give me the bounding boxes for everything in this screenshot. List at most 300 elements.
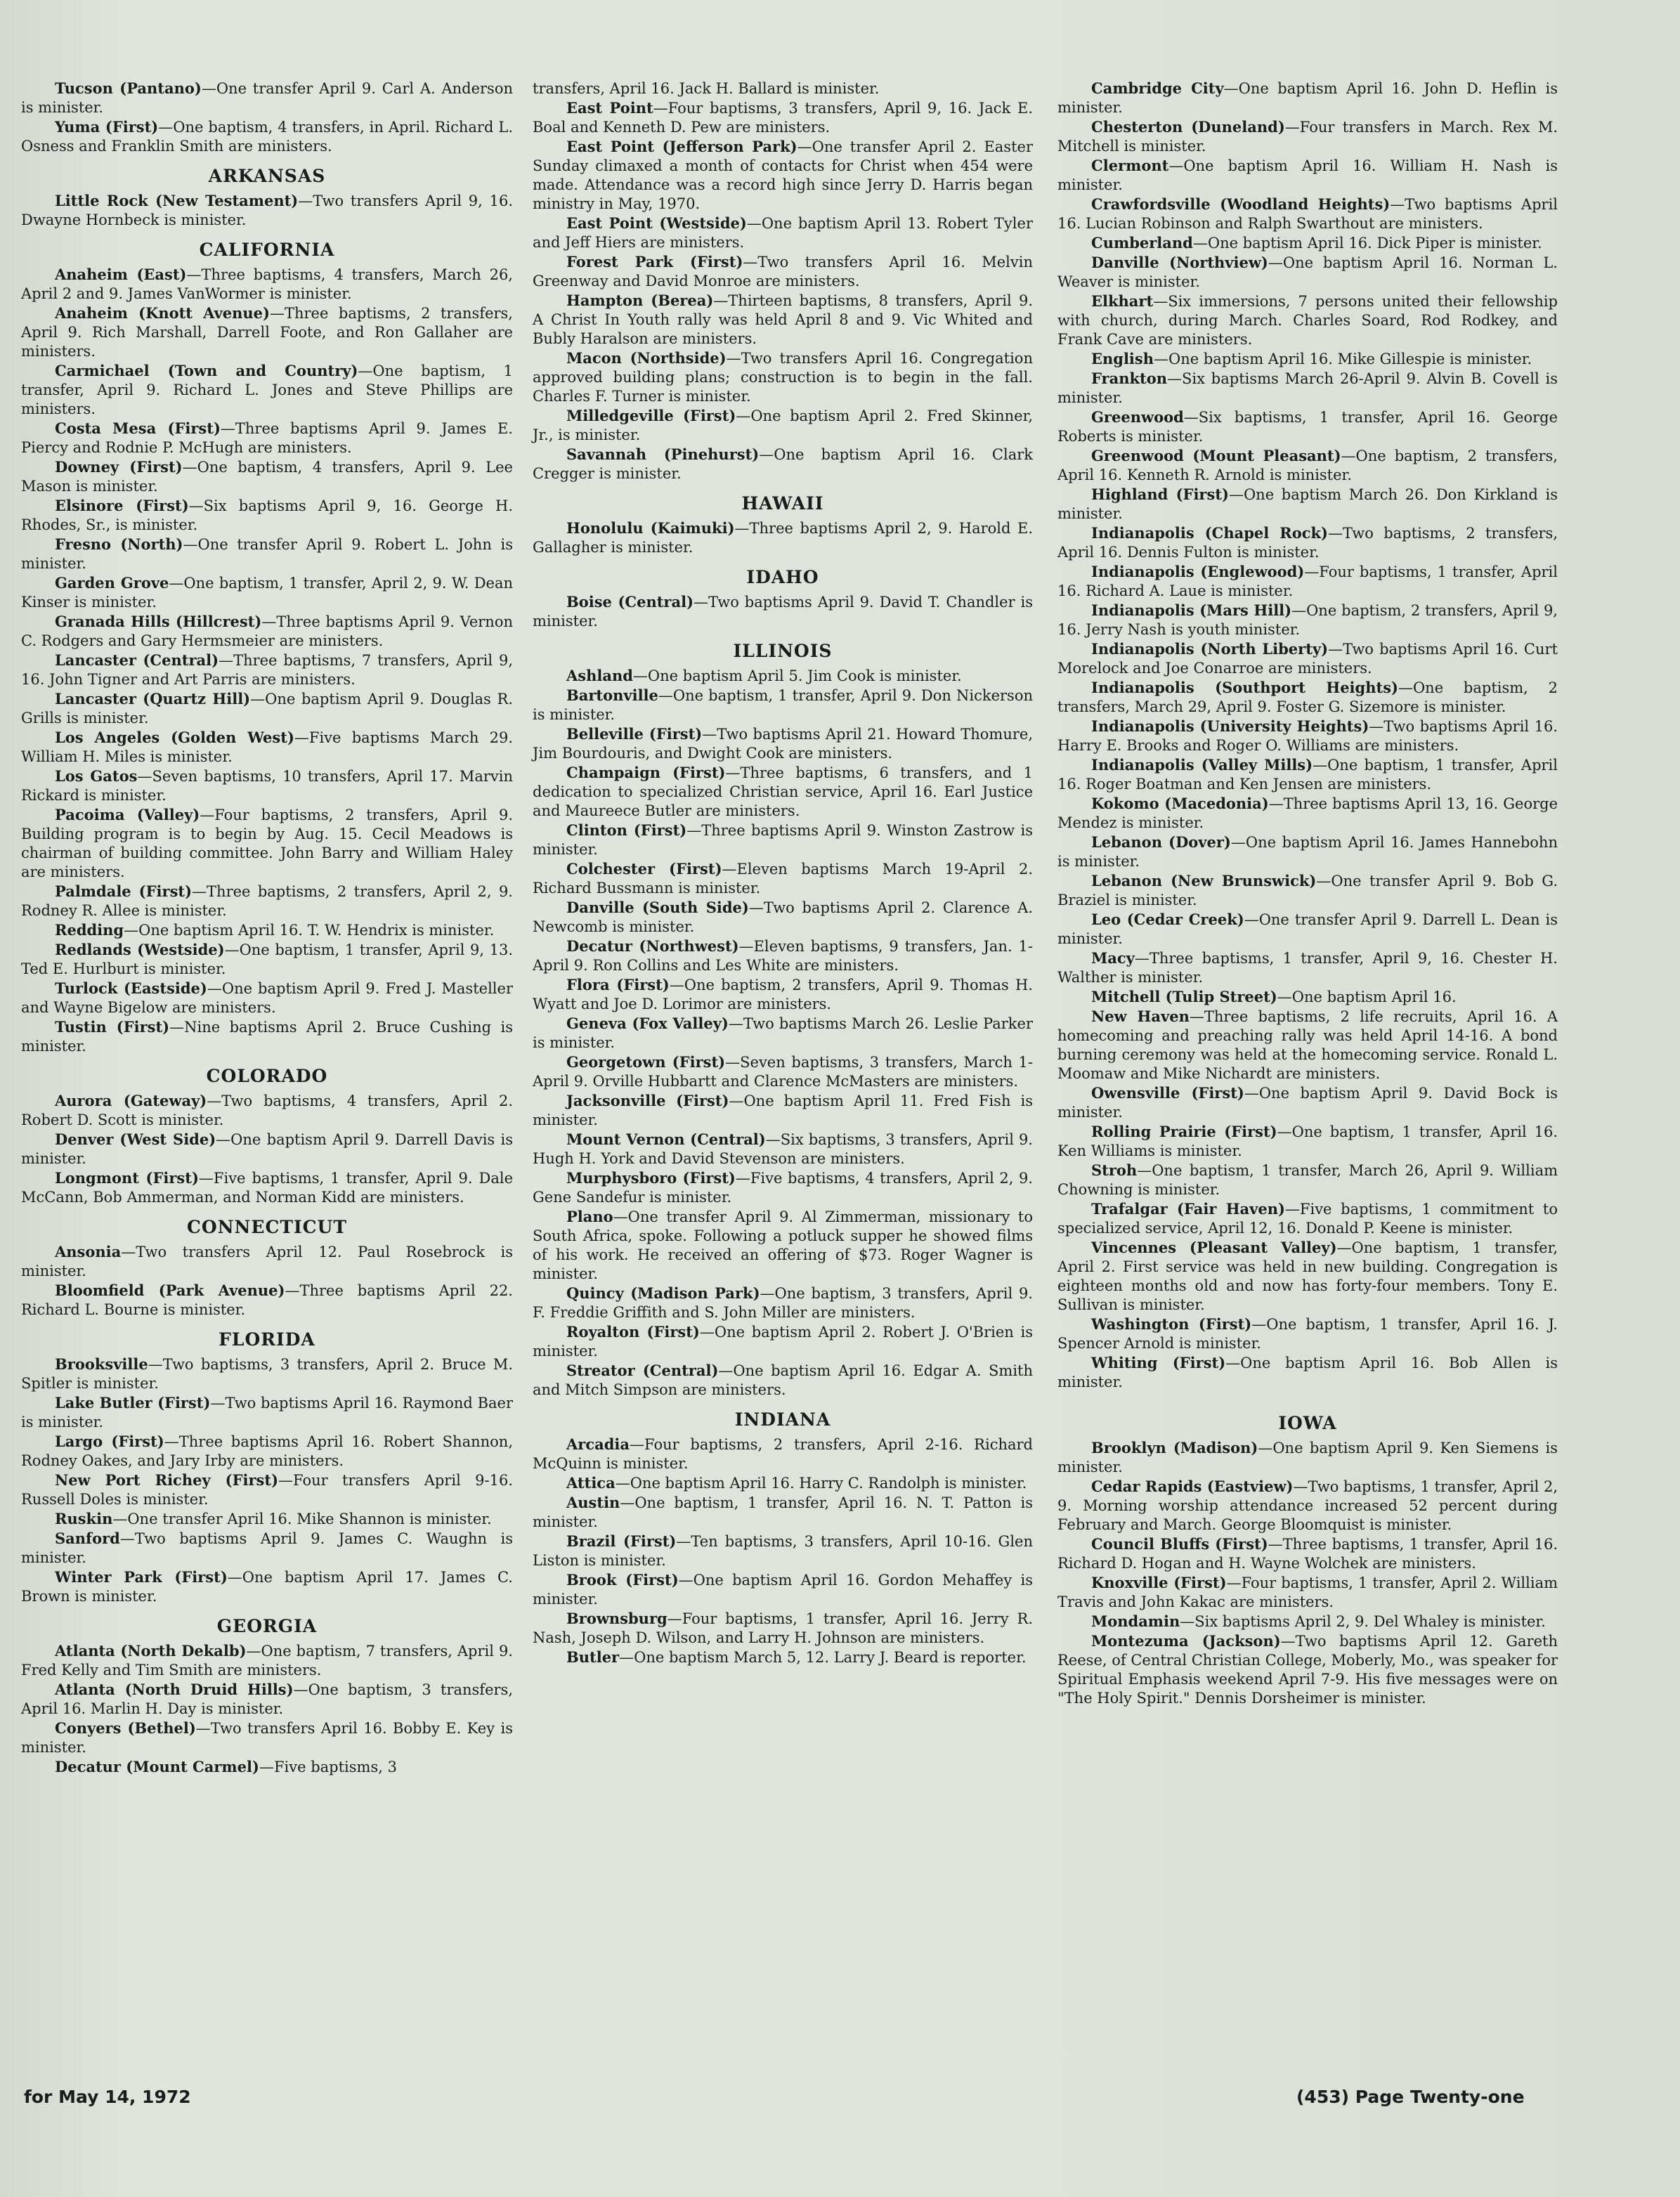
report-text: —One baptism, 1 transfer, April 16. N. T. Patton is minister. [533, 1494, 1033, 1530]
church-report [21, 457, 513, 496]
report-text: —One baptism April 16. William H. Nash is minister. [1057, 157, 1558, 193]
report-text: —One baptism, 2 transfers, April 16. Kenneth R. Arnold is minister. [1057, 448, 1558, 483]
church-report [21, 882, 513, 920]
report-text: —One baptism, 1 transfer, April 16. Ken Williams is minister. [1057, 1123, 1558, 1159]
church-name: Mount Vernon (Central) [566, 1130, 766, 1148]
church-report [533, 1052, 1033, 1091]
church-report [1057, 987, 1558, 1007]
church-report [533, 98, 1033, 137]
report-text: —One baptism April 13. Robert Tyler and Jeff Hiers are ministers. [533, 215, 1033, 251]
report-text: —Three baptisms, 2 life recruits, April 16. A homecoming and preaching rally was held April 14-16. A bond burning ceremony was held at the homecoming service. Ronald L. Moomaw and Mike Nichardt are ministers. [1057, 1008, 1558, 1082]
column-3 [1057, 79, 1558, 1708]
report-text: —One baptism March 26. Don Kirkland is minister. [1057, 486, 1558, 522]
report-text: —One baptism April 16. Dick Piper is minister. [1192, 235, 1542, 252]
report-text: —Four baptisms, 1 transfer, April 2. William Travis and John Kakac are ministers. [1057, 1575, 1558, 1610]
report-text: —One baptism, 1 transfer, April 9. Richard L. Jones and Steve Phillips are ministers. [21, 363, 513, 417]
state-heading: COLORADO [206, 1066, 328, 1086]
church-name: Downey (First) [55, 458, 183, 476]
report-text: —Four baptisms, 2 transfers, April 2-16. Richard McQuinn is minister. [533, 1436, 1033, 1472]
report-text: —Two baptisms April 16. Harry E. Brooks and Roger O. Williams are ministers. [1057, 718, 1558, 754]
church-name: Lebanon (Dover) [1091, 833, 1231, 851]
church-name: Austin [566, 1494, 620, 1511]
report-text: —Five baptisms, 3 [259, 1759, 397, 1775]
church-report [533, 1609, 1033, 1648]
church-report [1057, 523, 1558, 562]
report-text: —One baptism April 9. Douglas R. Grills is minister. [21, 691, 513, 726]
footer-page-number: (453) Page Twenty-one [1296, 2087, 1525, 2107]
church-report [21, 1432, 513, 1471]
church-report [533, 1648, 1033, 1667]
church-report [533, 214, 1033, 252]
church-name: Mondamin [1091, 1612, 1180, 1630]
church-report [1057, 253, 1558, 292]
church-name: Anaheim (Knott Avenue) [55, 304, 270, 322]
church-name: Indianapolis (Southport Heights) [1091, 679, 1398, 696]
church-name: Jacksonville (First) [566, 1092, 729, 1109]
report-text: —One baptism March 5, 12. Larry J. Beard is reporter. [619, 1649, 1027, 1666]
church-name: Kokomo (Macedonia) [1091, 795, 1269, 812]
church-name: Cambridge City [1091, 79, 1224, 97]
church-name: Belleville (First) [566, 725, 703, 743]
church-name: Savannah (Pinehurst) [566, 445, 760, 463]
church-name: Hampton (Berea) [566, 292, 714, 309]
church-name: Indianapolis (University Heights) [1091, 717, 1369, 735]
church-name: Leo (Cedar Creek) [1091, 911, 1244, 928]
report-text: —Three baptisms April 9. Winston Zastrow is minister. [533, 822, 1033, 858]
report-text: —Two baptisms April 16. Curt Morelock and Joe Conarroe are ministers. [1057, 641, 1558, 677]
church-name: New Port Richey (First) [55, 1471, 279, 1489]
church-report [533, 1014, 1033, 1052]
report-text: —One baptism, 7 transfers, April 9. Fred Kelly and Tim Smith are ministers. [21, 1643, 513, 1678]
church-report [533, 1435, 1033, 1473]
report-text: —Three baptisms, 2 transfers, April 2, 9. Rodney R. Allee is minister. [21, 883, 513, 919]
report-text: —One transfer April 9. Darrell L. Dean is minister. [1057, 911, 1558, 947]
church-name: Milledgeville (First) [566, 407, 736, 424]
church-report [21, 117, 513, 156]
church-report [1057, 601, 1558, 639]
church-name: Brooklyn (Madison) [1091, 1439, 1258, 1456]
church-report [1057, 369, 1558, 408]
church-name: Winter Park (First) [55, 1568, 228, 1586]
report-text: —Two baptisms April 21. Howard Thomure, Jim Bourdouris, and Dwight Cook are ministers. [533, 726, 1033, 762]
report-text: —Two baptisms April 9. David T. Chandler is minister. [533, 594, 1033, 630]
church-name: Geneva (Fox Valley) [566, 1015, 729, 1032]
church-report [1057, 1007, 1558, 1083]
church-report [533, 763, 1033, 821]
church-name: New Haven [1091, 1008, 1190, 1025]
church-name: Redding [55, 921, 124, 939]
report-text: —One transfer April 9. Al Zimmerman, missionary to South Africa, spoke. Following a potluck supper he showed films of his work. He received an offering of $73. Roger Wagner is minister. [533, 1208, 1033, 1282]
church-name: Pacoima (Valley) [55, 806, 200, 823]
report-text: —One baptism April 16. Bob Allen is minister. [1057, 1355, 1558, 1390]
church-name: Knoxville (First) [1091, 1574, 1227, 1591]
church-report [1057, 79, 1558, 117]
report-text: —Two baptisms April 16. Raymond Baer is minister. [21, 1395, 513, 1430]
church-report [533, 937, 1033, 975]
state-heading: HAWAII [741, 493, 824, 514]
church-report [533, 975, 1033, 1014]
church-report [533, 445, 1033, 483]
church-name: Whiting (First) [1091, 1354, 1226, 1371]
church-report [21, 1393, 513, 1432]
church-name: Turlock (Eastside) [55, 979, 207, 997]
church-report [21, 1281, 513, 1319]
church-name: Quincy (Madison Park) [566, 1284, 760, 1302]
report-text: —One baptism April 5. Jim Cook is minister. [632, 667, 962, 684]
report-text: —Three baptisms, 6 transfers, and 1 dedication to specialized Christian service, April 16. Earl Justice and Maureece Butler are ministers. [533, 764, 1033, 819]
church-name: Bartonville [566, 686, 658, 704]
church-report [1057, 639, 1558, 678]
church-report [1057, 871, 1558, 910]
report-text: —One baptism, 3 transfers, April 9. F. Freddie Griffith and S. John Miller are ministers. [533, 1285, 1033, 1321]
church-name: Arcadia [566, 1435, 630, 1453]
church-report [1057, 1199, 1558, 1238]
church-name: Council Bluffs (First) [1091, 1535, 1268, 1553]
church-name: Brooksville [55, 1355, 148, 1373]
church-report [21, 1567, 513, 1606]
church-report [1057, 1315, 1558, 1353]
church-name: Macon (Northside) [566, 349, 727, 367]
church-report [1057, 833, 1558, 871]
church-report [21, 805, 513, 882]
church-report [533, 137, 1033, 214]
church-name: Cumberland [1091, 234, 1193, 252]
church-name: Indianapolis (North Liberty) [1091, 640, 1329, 658]
church-report [21, 1680, 513, 1719]
church-name: Montezuma (Jackson) [1091, 1632, 1281, 1650]
church-name: Danville (South Side) [566, 899, 749, 916]
church-name: Aurora (Gateway) [55, 1092, 207, 1109]
church-name: East Point [566, 99, 653, 117]
church-name: Costa Mesa (First) [55, 419, 221, 437]
church-name: Brownsburg [566, 1610, 668, 1627]
church-name: Crawfordsville (Woodland Heights) [1091, 195, 1391, 213]
church-name: Little Rock (New Testament) [55, 192, 299, 209]
church-report [21, 265, 513, 304]
report-text: —Four baptisms, 2 transfers, April 9. Building program is to begin by Aug. 15. Cecil Meadows is chairman of building committee. John Barry and William Haley are ministers. [21, 807, 513, 880]
report-text: —Six baptisms, 1 transfer, April 16. George Roberts is minister. [1057, 409, 1558, 445]
church-name: Greenwood (Mount Pleasant) [1091, 447, 1341, 464]
church-name: Elkhart [1091, 292, 1154, 310]
church-report [1057, 292, 1558, 349]
church-report [21, 1017, 513, 1056]
report-text: —Four baptisms, 1 transfer, April 16. Richard A. Laue is minister. [1057, 563, 1558, 599]
church-report [533, 406, 1033, 445]
church-report [533, 348, 1033, 406]
church-report [21, 419, 513, 457]
report-text: —Two baptisms April 16. Lucian Robinson and Ralph Swarthout are ministers. [1057, 196, 1558, 232]
church-name: Ansonia [55, 1243, 122, 1260]
report-text: —Four baptisms, 1 transfer, April 16. Jerry R. Nash, Joseph D. Wilson, and Larry H. Johnson are ministers. [533, 1610, 1033, 1646]
church-name: Fresno (North) [55, 535, 183, 553]
state-heading: CALIFORNIA [199, 240, 335, 260]
report-text: —Six baptisms March 26-April 9. Alvin B. Covell is minister. [1057, 370, 1558, 406]
report-text: —Four transfers April 9-16. Russell Doles is minister. [21, 1472, 513, 1508]
report-text: —One baptism April 16. Gordon Mehaffey is minister. [533, 1572, 1033, 1608]
report-text: —One baptism, 4 transfers, in April. Richard L. Osness and Franklin Smith are ministers. [21, 119, 513, 155]
report-text: —Two baptisms, 3 transfers, April 2. Bruce M. Spitler is minister. [21, 1356, 513, 1392]
church-report [533, 1168, 1033, 1207]
church-report [1057, 349, 1558, 369]
church-report [533, 686, 1033, 724]
church-report [1057, 1353, 1558, 1392]
church-name: Chesterton (Duneland) [1091, 118, 1285, 136]
church-report [1057, 794, 1558, 833]
report-text: —One baptism April 16. Clark Cregger is minister. [533, 446, 1033, 482]
church-report [21, 1168, 513, 1207]
report-text: —Five baptisms, 1 transfer, April 9. Dale McCann, Bob Ammerman, and Norman Kidd are ministers. [21, 1170, 514, 1206]
church-report [1057, 755, 1558, 794]
report-text: —Three baptisms April 13, 16. George Mendez is minister. [1057, 795, 1558, 831]
state-heading: IDAHO [746, 567, 819, 587]
church-name: Frankton [1091, 370, 1168, 387]
report-text: —Three baptisms, 7 transfers, April 9, 16. John Tigner and Art Parris are ministers. [21, 652, 513, 688]
church-report [1057, 1122, 1558, 1161]
church-report [533, 1130, 1033, 1168]
church-name: Granada Hills (Hillcrest) [55, 613, 262, 630]
church-report [21, 1091, 513, 1130]
church-name: English [1091, 350, 1154, 367]
church-report [21, 573, 513, 612]
report-text: —One baptism April 16. Mike Gillespie is minister. [1154, 351, 1532, 367]
report-text: —Three baptisms April 2, 9. Harold E. Gallagher is minister. [533, 520, 1033, 556]
church-report [533, 1322, 1033, 1361]
report-text: —Seven baptisms, 3 transfers, March 1-April 9. Orville Hubbartt and Clarence McMasters are ministers. [533, 1054, 1033, 1090]
report-text: —Seven baptisms, 10 transfers, April 17. Marvin Rickard is minister. [21, 768, 513, 804]
church-report [21, 304, 513, 361]
church-report [533, 859, 1033, 898]
report-text: —Three baptisms, 1 transfer, April 9, 16. Chester H. Walther is minister. [1057, 950, 1558, 986]
church-name: Ashland [566, 667, 633, 684]
church-report [533, 1361, 1033, 1400]
report-text: —One baptism, 1 transfer, April 2, 9. W. Dean Kinser is minister. [21, 575, 513, 611]
church-name: Lake Butler (First) [55, 1394, 211, 1412]
church-report [21, 1355, 513, 1393]
report-text: —One baptism, 1 transfer, April 9, 13. Ted E. Hurlburt is minister. [21, 941, 513, 977]
church-name: Garden Grove [55, 574, 169, 592]
church-name: Georgetown (First) [566, 1053, 726, 1071]
church-report [21, 767, 513, 805]
church-name: Atlanta (North Dekalb) [55, 1642, 247, 1660]
church-name: Vincennes (Pleasant Valley) [1091, 1239, 1337, 1256]
report-text: —Five baptisms, 4 transfers, April 2, 9. Gene Sandefur is minister. [533, 1170, 1033, 1206]
church-name: Washington (First) [1091, 1315, 1252, 1333]
report-text: —Four transfers in March. Rex M. Mitchell is minister. [1057, 119, 1558, 155]
church-report [1057, 446, 1558, 485]
church-report [533, 1570, 1033, 1609]
church-report [533, 291, 1033, 348]
church-name: Highland (First) [1091, 485, 1229, 503]
church-name: Flora (First) [566, 976, 670, 993]
report-text: —Three baptisms, 1 transfer, April 16. Richard D. Hogan and H. Wayne Wolchek are ministers. [1057, 1536, 1558, 1572]
report-text: —Two baptisms April 12. Gareth Reese, of Central Christian College, Moberly, Mo., was speaker for Spiritual Emphasis weekend April 7-9. His five messages were on "The Holy Spirit." Dennis Dorsheimer is minister. [1057, 1633, 1558, 1707]
church-name: Los Gatos [55, 767, 138, 785]
report-text: —Eleven baptisms March 19-April 2. Richard Bussmann is minister. [533, 861, 1033, 897]
church-name: Brazil (First) [566, 1532, 677, 1550]
report-text: —One baptism April 16. T. W. Hendrix is minister. [124, 922, 495, 939]
report-text: —Two baptisms, 4 transfers, April 2. Robert D. Scott is minister. [21, 1093, 513, 1128]
church-report [533, 1493, 1033, 1532]
church-report [21, 728, 513, 767]
report-text: —One baptism, 1 transfer, April 16. Roger Boatman and Ken Jensen are ministers. [1057, 757, 1558, 793]
church-report [1057, 910, 1558, 948]
church-report [1057, 717, 1558, 755]
state-heading: CONNECTICUT [187, 1217, 347, 1237]
church-name: Anaheim (East) [55, 266, 187, 283]
church-name: Rolling Prairie (First) [1091, 1123, 1277, 1140]
church-report [533, 1532, 1033, 1570]
church-report [21, 612, 513, 651]
church-name: Conyers (Bethel) [55, 1719, 196, 1737]
state-heading: ILLINOIS [733, 641, 833, 661]
report-text: —One baptism April 16. James Hannebohn is minister. [1057, 834, 1558, 870]
report-text: —Four baptisms, 3 transfers, April 9, 16. Jack E. Boal and Kenneth D. Pew are ministers. [533, 100, 1033, 136]
church-name: Largo (First) [55, 1433, 164, 1450]
state-heading: FLORIDA [219, 1329, 315, 1350]
column-1 [21, 79, 513, 1777]
church-report [21, 940, 513, 979]
church-report [21, 1130, 513, 1168]
church-name: Indianapolis (Englewood) [1091, 563, 1305, 580]
church-report [1057, 1083, 1558, 1122]
church-report [1057, 195, 1558, 233]
church-report [21, 361, 513, 419]
church-name: Butler [566, 1648, 620, 1666]
report-text: —One baptism April 9. Fred J. Masteller and Wayne Bigelow are ministers. [21, 980, 513, 1016]
report-text: —Ten baptisms, 3 transfers, April 10-16. Glen Liston is minister. [533, 1533, 1033, 1569]
church-report [533, 724, 1033, 763]
church-report [21, 79, 513, 117]
report-text: —Thirteen baptisms, 8 transfers, April 9. A Christ In Youth rally was held April 8 and 9. Vic Whited and Bubly Haralson are ministers. [533, 292, 1034, 347]
report-text: —One baptism, 2 transfers, March 29, April 9. Foster G. Sizemore is minister. [1057, 679, 1558, 715]
report-text: —Nine baptisms April 2. Bruce Cushing is minister. [21, 1019, 513, 1055]
church-report [1057, 948, 1558, 987]
church-name: Greenwood [1091, 408, 1184, 426]
report-text: —Two transfers April 16. Congregation approved building plans; construction is to begin in the fall. Charles F. Turner is minister. [533, 350, 1033, 405]
church-report [1057, 1612, 1558, 1631]
church-report [1057, 117, 1558, 156]
report-text: —Eleven baptisms, 9 transfers, Jan. 1-April 9. Ron Collins and Les White are ministers. [533, 938, 1033, 974]
report-text: —Three baptisms, 4 transfers, March 26, April 2 and 9. James VanWormer is minister. [21, 266, 513, 302]
report-text: —One baptism April 16. Norman L. Weaver is minister. [1057, 254, 1558, 290]
church-report [1057, 1438, 1558, 1477]
church-report [1057, 156, 1558, 195]
church-report [21, 191, 513, 230]
church-report [21, 979, 513, 1017]
church-report [533, 898, 1033, 937]
church-report [1057, 1238, 1558, 1315]
church-name: Los Angeles (Golden West) [55, 729, 294, 746]
report-text: —One baptism, 2 transfers, April 9. Thomas H. Wyatt and Joe D. Lorimor are ministers. [533, 977, 1033, 1012]
church-name: Lancaster (Central) [55, 651, 219, 669]
church-name: Royalton (First) [566, 1323, 700, 1341]
church-name: Plano [566, 1208, 613, 1225]
church-name: Bloomfield (Park Avenue) [55, 1282, 285, 1299]
church-name: Atlanta (North Druid Hills) [55, 1681, 294, 1698]
church-report [21, 1719, 513, 1757]
state-heading: INDIANA [734, 1409, 831, 1430]
report-text: —Two transfers April 16. Melvin Greenway and David Monroe are ministers. [533, 254, 1034, 289]
report-text: —One baptism April 11. Fred Fish is minister. [533, 1093, 1033, 1128]
church-name: Indianapolis (Chapel Rock) [1091, 524, 1328, 542]
church-name: Trafalgar (Fair Haven) [1091, 1200, 1285, 1218]
column-2 [533, 79, 1033, 1667]
report-text: —Three baptisms April 16. Robert Shannon, Rodney Oakes, and Jary Irby are ministers. [21, 1433, 513, 1469]
church-report [1057, 678, 1558, 717]
report-text: —One baptism April 2. Fred Skinner, Jr., is minister. [533, 408, 1034, 443]
church-name: Mitchell (Tulip Street) [1091, 988, 1277, 1005]
church-name: Palmdale (First) [55, 882, 193, 900]
report-text: —Two baptisms April 2. Clarence A. Newcomb is minister. [533, 899, 1033, 935]
church-name: Redlands (Westside) [55, 941, 225, 958]
report-text: —One baptism April 16. [1277, 989, 1457, 1005]
church-report [21, 1242, 513, 1281]
report-text: —One baptism April 16. John D. Heflin is minister. [1057, 80, 1558, 116]
report-text: —One transfer April 9. Carl A. Anderson is minister. [21, 80, 514, 116]
report-text: —One baptism April 9. Ken Siemens is minister. [1057, 1440, 1558, 1475]
report-text: —Six baptisms April 9, 16. George H. Rhodes, Sr., is minister. [21, 497, 513, 533]
report-text: —Two transfers April 16. Bobby E. Key is minister. [21, 1720, 513, 1756]
church-report [1057, 562, 1558, 601]
church-name: Denver (West Side) [55, 1130, 216, 1148]
church-report [533, 666, 1033, 686]
report-text: —One baptism April 9. David Bock is minister. [1057, 1085, 1558, 1121]
church-report [533, 519, 1033, 557]
state-heading: ARKANSAS [208, 166, 326, 186]
church-report [21, 689, 513, 728]
report-text: —One baptism April 17. James C. Brown is minister. [21, 1569, 513, 1605]
church-report [21, 1509, 513, 1529]
report-text: —One baptism, 1 transfer, April 16. J. Spencer Arnold is minister. [1057, 1316, 1558, 1352]
church-report [1057, 1534, 1558, 1573]
report-text: —One baptism April 16. Harry C. Randolph is minister. [615, 1475, 1027, 1492]
church-name: Tustin (First) [55, 1018, 170, 1036]
church-report [1057, 1631, 1558, 1708]
report-text: —Six baptisms April 2, 9. Del Whaley is minister. [1180, 1613, 1546, 1630]
report-text: —One transfer April 16. Mike Shannon is minister. [112, 1511, 492, 1527]
report-text: —Two baptisms March 26. Leslie Parker is minister. [533, 1015, 1033, 1051]
church-name: Boise (Central) [566, 593, 694, 611]
church-name: Macy [1091, 949, 1135, 967]
report-text: —One baptism, 3 transfers, April 16. Marlin H. Day is minister. [21, 1681, 513, 1717]
church-name: Attica [566, 1474, 616, 1492]
church-name: Decatur (Northwest) [566, 937, 739, 955]
church-name: Champaign (First) [566, 764, 726, 781]
state-heading: IOWA [1278, 1413, 1337, 1433]
report-text: —One transfer April 9. Robert L. John is minister. [21, 536, 514, 572]
church-report [1057, 1161, 1558, 1199]
church-report [1057, 408, 1558, 446]
church-name: Carmichael (Town and Country) [55, 362, 358, 379]
report-text: —Two baptisms April 9. James C. Waughn is minister. [21, 1530, 513, 1566]
church-name: Lancaster (Quartz Hill) [55, 690, 251, 708]
report-text: —Two transfers April 12. Paul Rosebrock is minister. [21, 1244, 513, 1279]
church-report [21, 496, 513, 535]
report-text: —Six immersions, 7 persons united their fellowship with church, during March. Charles Soard, Rod Rodkey, and Frank Cave are ministers. [1057, 293, 1558, 348]
church-name: Cedar Rapids (Eastview) [1091, 1478, 1294, 1495]
church-name: Indianapolis (Valley Mills) [1091, 756, 1313, 774]
report-text: —Three baptisms, 2 transfers, April 9. Rich Marshall, Darrell Foote, and Ron Gallaher are ministers. [21, 305, 513, 360]
church-report [533, 821, 1033, 859]
report-text: —One transfer April 2. Easter Sunday climaxed a month of contacts for Christ when 454 were made. Attendance was a record high since Jerry D. Harris began ministry in May, 1970. [533, 138, 1033, 212]
church-name: Ruskin [55, 1510, 113, 1527]
report-text: —Five baptisms, 1 commitment to specialized service, April 12, 16. Donald P. Keene is minister. [1057, 1201, 1558, 1237]
report-text: —Two baptisms, 2 transfers, April 16. Dennis Fulton is minister. [1057, 525, 1558, 561]
report-text: —Two baptisms, 1 transfer, April 2, 9. Morning worship attendance increased 52 percent during February and March. George Bloomquist is minister. [1057, 1478, 1558, 1533]
church-name: East Point (Westside) [566, 214, 747, 232]
church-report [533, 1284, 1033, 1322]
church-name: Danville (Northview) [1091, 254, 1268, 271]
